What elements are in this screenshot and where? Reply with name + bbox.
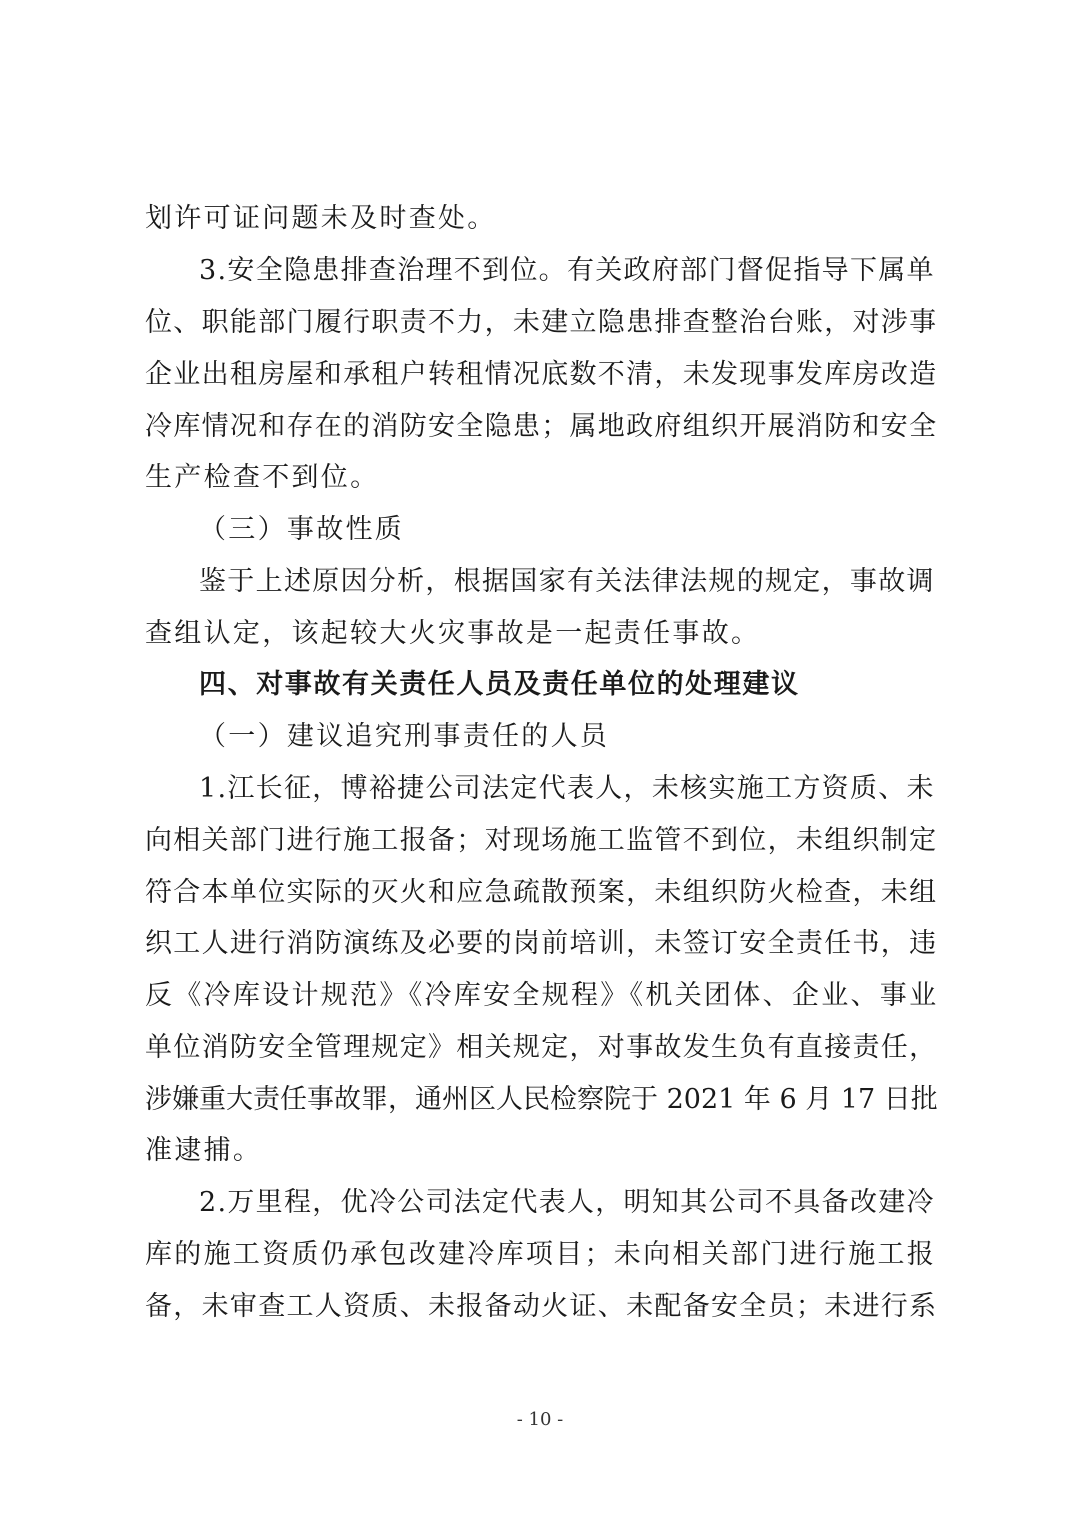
text-line: 生产检查不到位。 xyxy=(145,462,380,493)
text-line: 位、职能部门履行职责不力，未建立隐患排查整治台账，对涉事 xyxy=(145,307,938,338)
text-line: 查组认定，该起较大火灾事故是一起责任事故。 xyxy=(145,618,761,649)
text-line: 涉嫌重大责任事故罪，通州区人民检察院于 2021 年 6 月 17 日批 xyxy=(145,1084,938,1115)
text-line: 备，未审查工人资质、未报备动火证、未配备安全员；未进行系 xyxy=(145,1291,938,1322)
text-line: 准逮捕。 xyxy=(145,1135,263,1166)
text-line: 向相关部门进行施工报备；对现场施工监管不到位，未组织制定 xyxy=(145,825,938,856)
text-line: 企业出租房屋和承租户转租情况底数不清，未发现事发库房改造 xyxy=(145,359,938,390)
text-line: 1.江长征，博裕捷公司法定代表人，未核实施工方资质、未 xyxy=(199,773,935,804)
text-line: 库的施工资质仍承包改建冷库项目；未向相关部门进行施工报 xyxy=(145,1239,937,1270)
text-line: 织工人进行消防演练及必要的岗前培训，未签订安全责任书，违 xyxy=(145,928,938,959)
page-number: - 10 - xyxy=(516,1409,564,1430)
section-subheading: （一）建议追究刑事责任的人员 xyxy=(199,721,610,752)
text-line: 单位消防安全管理规定》相关规定，对事故发生负有直接责任， xyxy=(145,1032,938,1063)
text-line: 2.万里程，优冷公司法定代表人，明知其公司不具备改建冷 xyxy=(199,1187,935,1218)
text-line: 符合本单位实际的灭火和应急疏散预案，未组织防火检查，未组 xyxy=(145,877,938,908)
text-line: 反《冷库设计规范》《冷库安全规程》《机关团体、企业、事业 xyxy=(145,980,939,1011)
text-line: 划许可证问题未及时查处。 xyxy=(145,203,497,234)
section-subheading: （三）事故性质 xyxy=(199,514,405,545)
text-line: 冷库情况和存在的消防安全隐患；属地政府组织开展消防和安全 xyxy=(145,411,938,442)
section-heading: 四、对事故有关责任人员及责任单位的处理建议 xyxy=(199,669,800,700)
text-line: 3.安全隐患排查治理不到位。有关政府部门督促指导下属单 xyxy=(199,255,935,286)
text-line: 鉴于上述原因分析，根据国家有关法律法规的规定，事故调 xyxy=(199,566,935,597)
